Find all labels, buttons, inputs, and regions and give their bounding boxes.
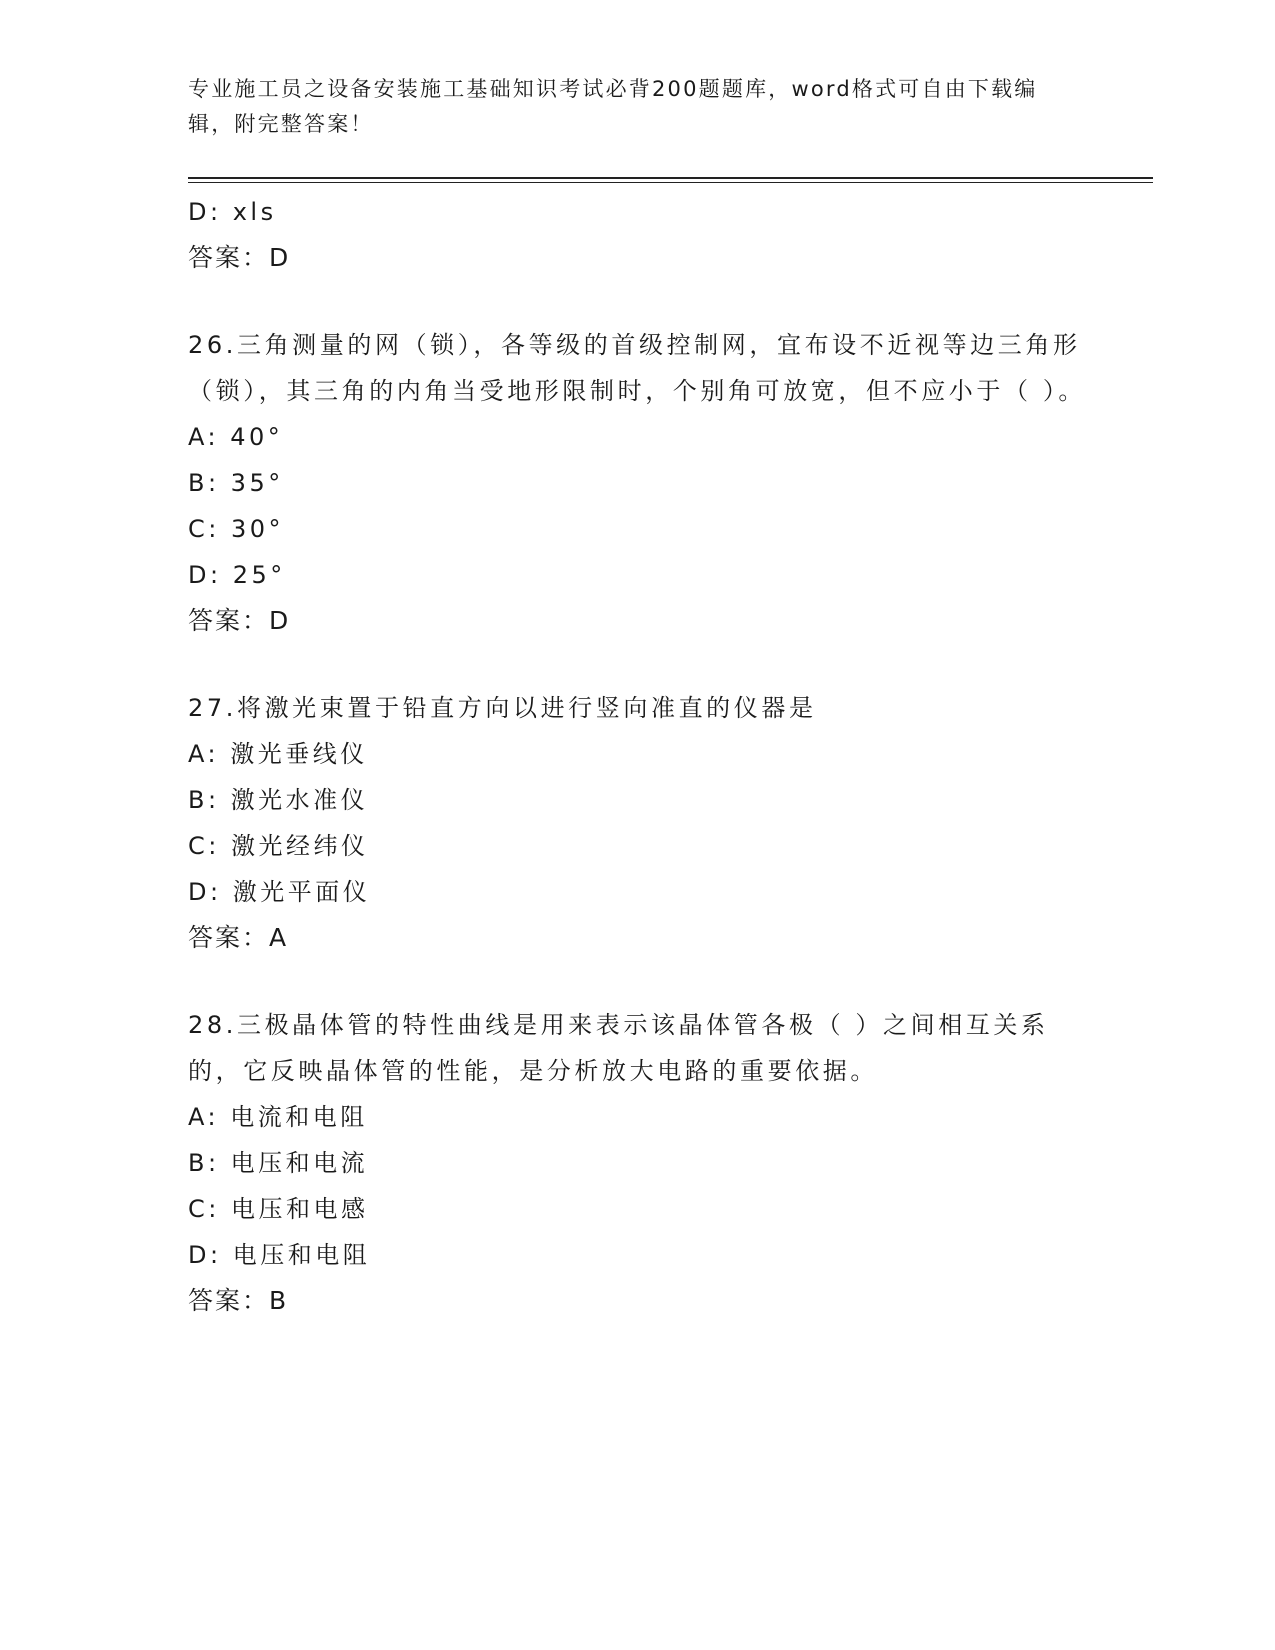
option-d: D: 25° [188, 561, 286, 589]
option-a: A: 电流和电阻 [188, 1103, 368, 1131]
option-c: C: 30° [188, 515, 285, 543]
option-a: A: 激光垂线仪 [188, 740, 368, 768]
question-block [188, 1002, 1088, 1324]
option-a: A: 40° [188, 423, 284, 451]
option-d: D: 电压和电阻 [188, 1241, 371, 1269]
question-block [188, 685, 1088, 961]
option-c: C: 激光经纬仪 [188, 832, 369, 860]
question-block [188, 322, 1088, 644]
answer-line: 答案：A [188, 923, 289, 952]
option-c: C: 电压和电感 [188, 1195, 369, 1223]
page-header-title: 专业施工员之设备安装施工基础知识考试必背200题题库，word格式可自由下载编辑，附完整答案！ [188, 77, 1038, 136]
document-body [188, 189, 1088, 1324]
answer-line: 答案：B [188, 1286, 289, 1315]
option-d: D: 激光平面仪 [188, 878, 371, 906]
spacer [188, 961, 1088, 1002]
question-text: 28.三极晶体管的特性曲线是用来表示该晶体管各极（ ）之间相互关系的，它反映晶体管的性能，是分析放大电路的重要依据。 [188, 1011, 1049, 1085]
answer-line: 答案：D [188, 243, 291, 272]
question-text: 26.三角测量的网（锁），各等级的首级控制网，宜布设不近视等边三角形（锁），其三角的内角当受地形限制时，个别角可放宽，但不应小于（ ）。 [188, 331, 1087, 405]
spacer [188, 281, 1088, 322]
question-text: 27.将激光束置于铅直方向以进行竖向准直的仪器是 [188, 694, 817, 722]
spacer [188, 644, 1088, 685]
header-divider-thin [188, 182, 1153, 183]
answer-line: 答案：D [188, 606, 291, 635]
option-b: B: 35° [188, 469, 284, 497]
option-b: B: 电压和电流 [188, 1149, 369, 1177]
option-b: B: 激光水准仪 [188, 786, 369, 814]
option-d: D: xls [188, 198, 277, 226]
header-divider [188, 177, 1153, 179]
